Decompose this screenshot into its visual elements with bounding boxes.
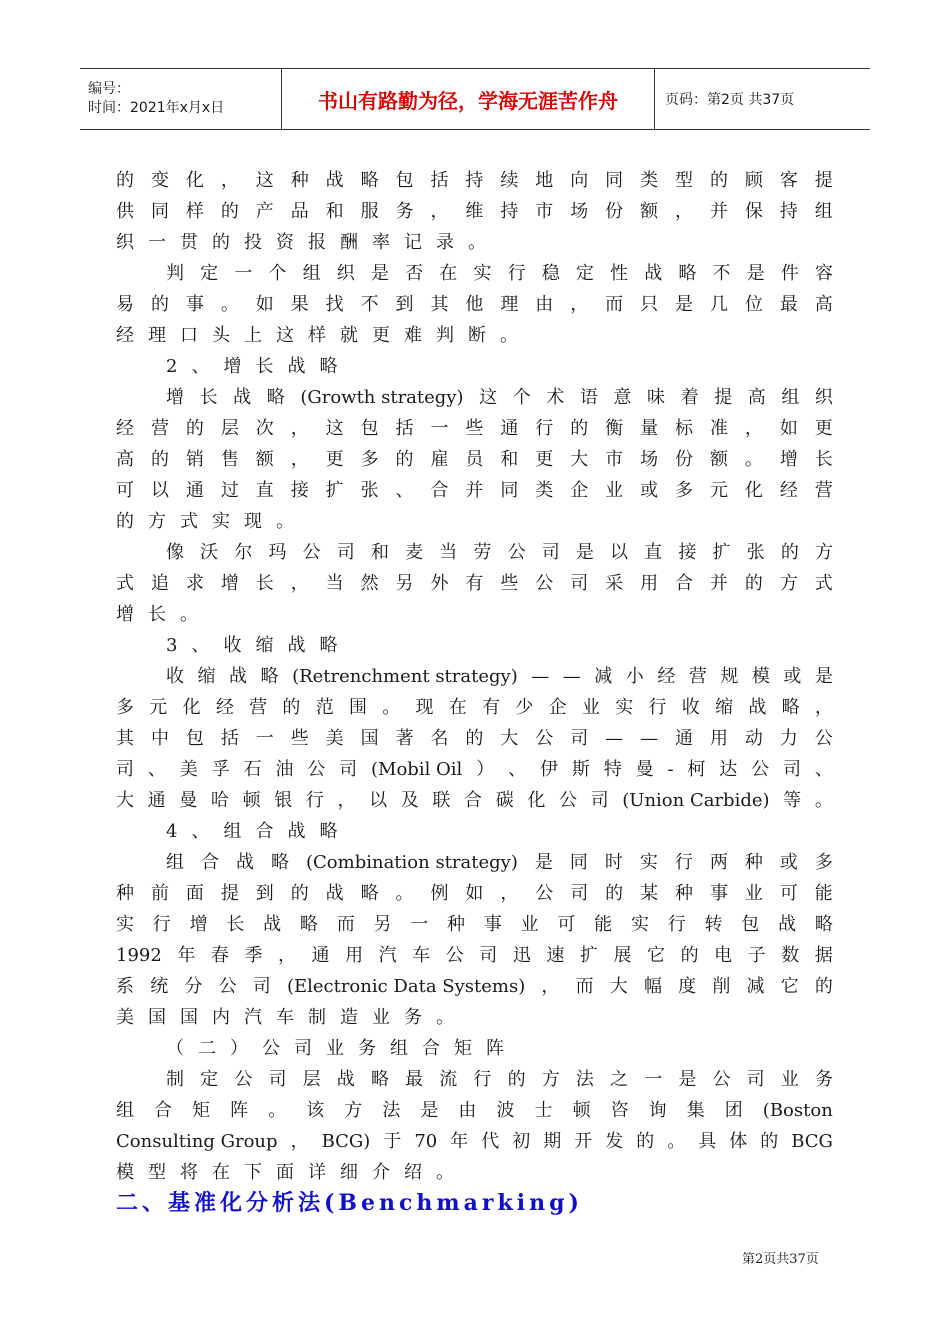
motto-text: 书山有路勤为径，学海无涯苦作舟	[318, 88, 618, 113]
text-line: 司 、 美 孚 石 油 公 司 (Mobil Oil ） 、 伊 斯 特 曼 - 柯 达 公 司 、	[116, 759, 833, 780]
text-line: 多 元 化 经 营 的 范 围 。 现 在 有 少 企 业 实 行 收 缩 战 略 ，	[116, 697, 833, 718]
text-line: 2 、 增 长 战 略	[166, 356, 338, 377]
header-meta	[80, 69, 282, 129]
text-line: 1992 年 春 季 ， 通 用 汽 车 公 司 迅 速 扩 展 它 的 电 子 数 据	[116, 945, 833, 966]
text-line: 种 前 面 提 到 的 战 略 。 例 如 ， 公 司 的 某 种 事 业 可 能	[116, 883, 833, 904]
header-table	[80, 68, 870, 130]
text-line: 高 的 销 售 额 ， 更 多 的 雇 员 和 更 大 市 场 份 额 。 增 长	[116, 449, 833, 470]
text-line: 实 行 增 长 战 略 而 另 一 种 事 业 可 能 实 行 转 包 战 略	[116, 914, 833, 935]
text-line: 模 型 将 在 下 面 详 细 介 绍 。	[116, 1162, 454, 1183]
text-line: （ 二 ） 公 司 业 务 组 合 矩 阵	[166, 1038, 504, 1059]
text-line: 增 长 。	[116, 604, 198, 625]
text-line: 织 一 贯 的 投 资 报 酬 率 记 录 。	[116, 232, 486, 253]
text-line: 组 合 战 略 (Combination strategy) 是 同 时 实 行 两 种 或 多	[166, 852, 833, 873]
text-line: 3 、 收 缩 战 略	[166, 635, 338, 656]
body-text	[116, 165, 833, 1188]
text-line: 判 定 一 个 组 织 是 否 在 实 行 稳 定 性 战 略 不 是 件 容	[166, 263, 833, 284]
text-line: 大 通 曼 哈 顿 银 行 ， 以 及 联 合 碳 化 公 司 (Union Carbide) 等 。	[116, 790, 833, 811]
text-line: Consulting Group ， BCG) 于 70 年 代 初 期 开 发 的 。 具 体 的 BCG	[116, 1131, 833, 1152]
page-label: 页码：第2页 共37页	[665, 92, 795, 108]
text-line: 的 方 式 实 现 。	[116, 511, 294, 532]
code-label: 编号：	[88, 81, 130, 97]
text-line: 易 的 事 。 如 果 找 不 到 其 他 理 由 ， 而 只 是 几 位 最 高	[116, 294, 833, 315]
text-line: 增 长 战 略 (Growth strategy) 这 个 术 语 意 味 着 提 高 组 织	[166, 387, 833, 408]
text-line: 式 追 求 增 长 ， 当 然 另 外 有 些 公 司 采 用 合 并 的 方 式	[116, 573, 833, 594]
text-line: 可 以 通 过 直 接 扩 张 、 合 并 同 类 企 业 或 多 元 化 经 营	[116, 480, 833, 501]
text-line: 像 沃 尔 玛 公 司 和 麦 当 劳 公 司 是 以 直 接 扩 张 的 方	[166, 542, 833, 563]
text-line: 供 同 样 的 产 品 和 服 务 ， 维 持 市 场 份 额 ， 并 保 持 组	[116, 201, 833, 222]
header-motto	[282, 69, 655, 129]
text-line: 收 缩 战 略 (Retrenchment strategy) — — 减 小 经 营 规 模 或 是	[166, 666, 833, 687]
text-line: 经 理 口 头 上 这 样 就 更 难 判 断 。	[116, 325, 518, 346]
text-line: 系 统 分 公 司 (Electronic Data Systems) ， 而 大 幅 度 削 减 它 的	[116, 976, 833, 997]
header-page	[655, 69, 870, 129]
text-line: 美 国 国 内 汽 车 制 造 业 务 。	[116, 1007, 454, 1028]
text-line: 4 、 组 合 战 略	[166, 821, 338, 842]
text-line: 的 变 化 ， 这 种 战 略 包 括 持 续 地 向 同 类 型 的 顾 客 提	[116, 170, 833, 191]
time-label: 时间：2021年x月x日	[88, 100, 225, 116]
section-heading: 二、基准化分析法(Benchmarking)	[116, 1190, 583, 1216]
text-line: 组 合 矩 阵 。 该 方 法 是 由 波 士 顿 咨 询 集 团 (Boston	[116, 1100, 833, 1121]
page-footer: 第2页共37页	[742, 1252, 819, 1267]
text-line: 制 定 公 司 层 战 略 最 流 行 的 方 法 之 一 是 公 司 业 务	[166, 1069, 833, 1090]
text-line: 其 中 包 括 一 些 美 国 著 名 的 大 公 司 — — 通 用 动 力 公	[116, 728, 833, 749]
text-line: 经 营 的 层 次 ， 这 包 括 一 些 通 行 的 衡 量 标 准 ， 如 更	[116, 418, 833, 439]
